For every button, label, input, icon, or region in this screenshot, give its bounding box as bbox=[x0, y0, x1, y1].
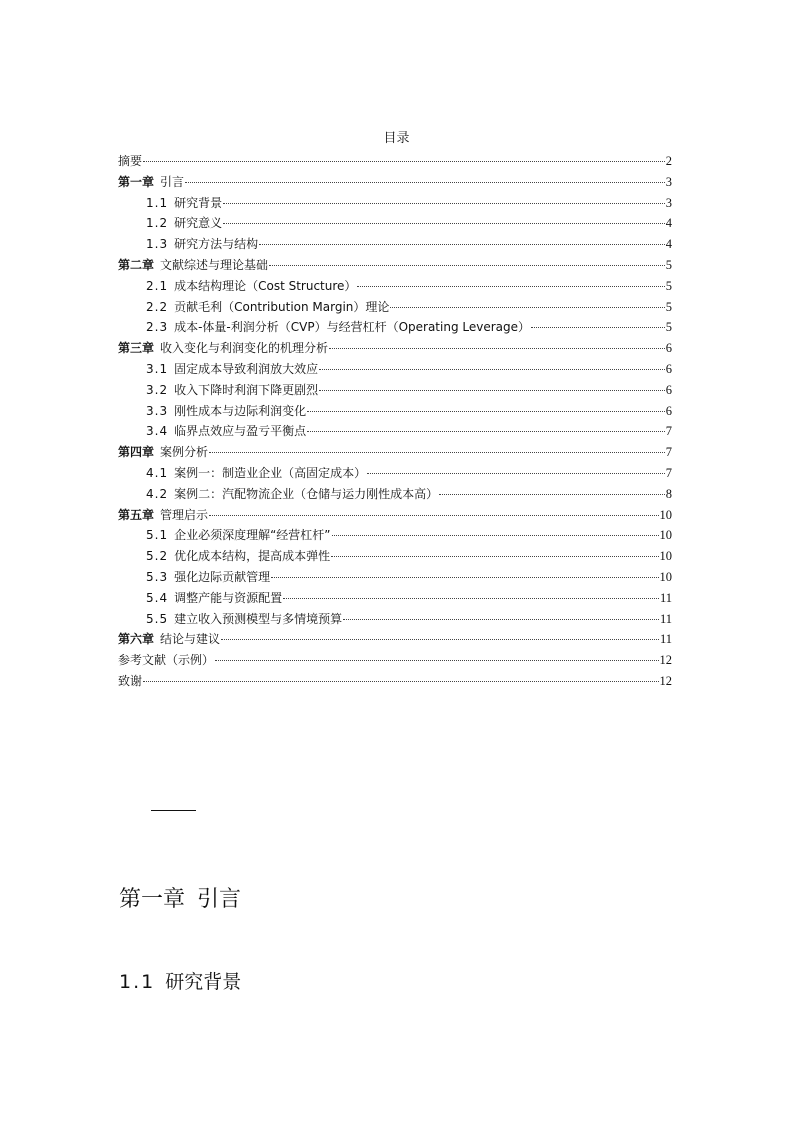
toc-page-number: 4 bbox=[665, 237, 672, 252]
toc-page-number: 6 bbox=[665, 361, 672, 376]
toc-entry-chapter-1[interactable] bbox=[118, 172, 672, 193]
dot-leader bbox=[215, 659, 658, 661]
toc-entry-label: 收入变化与利润变化的机理分析 bbox=[160, 341, 329, 356]
toc-section-number: 1.1 bbox=[146, 195, 169, 210]
toc-entry-label: 参考文献（示例） bbox=[118, 653, 215, 668]
section-heading bbox=[119, 967, 241, 997]
dot-leader bbox=[269, 264, 665, 266]
toc-page-number: 5 bbox=[665, 278, 672, 293]
dot-leader bbox=[271, 576, 658, 578]
toc-section-number: 1.3 bbox=[146, 237, 169, 252]
dot-leader bbox=[319, 389, 665, 391]
dot-leader bbox=[357, 285, 664, 287]
dot-leader bbox=[143, 680, 658, 682]
toc-entry-label: 收入下降时利润下降更剧烈 bbox=[174, 382, 319, 397]
toc-page-number: 7 bbox=[665, 465, 672, 480]
toc-page-number: 10 bbox=[659, 549, 672, 564]
toc-page-number: 4 bbox=[665, 216, 672, 231]
toc-entry-chapter-3[interactable] bbox=[118, 338, 672, 359]
toc-entry-label: 文献综述与理论基础 bbox=[160, 257, 269, 272]
toc-page-number: 11 bbox=[659, 590, 672, 605]
toc-entry-label: 研究背景 bbox=[174, 195, 223, 210]
toc-entry-label: 引言 bbox=[160, 174, 185, 189]
toc-page-number: 12 bbox=[659, 673, 672, 688]
toc-chapter-number: 第三章 bbox=[118, 341, 155, 356]
toc-section-number: 5.1 bbox=[146, 528, 169, 543]
toc-entry-section-2-2[interactable] bbox=[118, 297, 672, 318]
toc-page-number: 5 bbox=[665, 257, 672, 272]
dot-leader bbox=[343, 618, 659, 620]
dot-leader bbox=[531, 326, 665, 328]
toc-section-number: 2.3 bbox=[146, 320, 169, 335]
toc-entry-label: 调整产能与资源配置 bbox=[174, 590, 283, 605]
dot-leader bbox=[185, 181, 665, 183]
toc-page-number: 10 bbox=[659, 507, 672, 522]
toc-entry-label: 摘要 bbox=[118, 154, 143, 168]
toc-section-number: 4.2 bbox=[146, 486, 169, 501]
toc-page-number: 10 bbox=[659, 528, 672, 543]
chapter-title: 引言 bbox=[197, 887, 242, 912]
toc-title: 目录 bbox=[383, 131, 410, 146]
toc-entry-label: 成本结构理论（Cost Structure） bbox=[174, 278, 357, 293]
toc-page-number: 6 bbox=[665, 382, 672, 397]
toc-entry-label: 案例分析 bbox=[160, 445, 209, 460]
dot-leader bbox=[223, 222, 665, 224]
toc-page-number: 5 bbox=[665, 299, 672, 314]
table-of-contents bbox=[118, 151, 672, 692]
toc-entry-section-1-2[interactable] bbox=[118, 213, 672, 234]
dot-leader bbox=[209, 451, 665, 453]
toc-chapter-number: 第五章 bbox=[118, 507, 155, 522]
toc-page-number: 11 bbox=[659, 611, 672, 626]
toc-entry-section-5-2[interactable] bbox=[118, 546, 672, 567]
toc-entry-label: 固定成本导致利润放大效应 bbox=[174, 361, 319, 376]
toc-entry-section-3-1[interactable] bbox=[118, 359, 672, 380]
toc-entry-section-5-3[interactable] bbox=[118, 567, 672, 588]
dot-leader bbox=[332, 534, 659, 536]
toc-section-number: 4.1 bbox=[146, 465, 169, 480]
toc-section-number: 3.1 bbox=[146, 361, 169, 376]
toc-chapter-number: 第二章 bbox=[118, 257, 155, 272]
toc-entry-label: 建立收入预测模型与多情境预算 bbox=[174, 611, 343, 626]
toc-page-number: 3 bbox=[665, 174, 672, 189]
dot-leader bbox=[221, 638, 659, 640]
toc-page-number: 7 bbox=[665, 445, 672, 460]
toc-chapter-number: 第四章 bbox=[118, 445, 155, 460]
dot-leader bbox=[283, 597, 659, 599]
toc-page-number: 5 bbox=[665, 320, 672, 335]
toc-entry-label: 优化成本结构，提高成本弹性 bbox=[174, 549, 331, 564]
toc-entry-section-5-5[interactable] bbox=[118, 609, 672, 630]
dot-leader bbox=[439, 493, 665, 495]
toc-entry-chapter-4[interactable] bbox=[118, 442, 672, 463]
toc-entry-label: 强化边际贡献管理 bbox=[174, 569, 271, 584]
toc-entry-label: 贡献毛利（Contribution Margin）理论 bbox=[174, 299, 390, 314]
toc-page-number: 11 bbox=[659, 632, 672, 647]
toc-entry-label: 企业必须深度理解“经营杠杆” bbox=[174, 528, 331, 543]
toc-entry-section-3-2[interactable] bbox=[118, 380, 672, 401]
toc-entry-label: 案例一：制造业企业（高固定成本） bbox=[174, 465, 367, 480]
section-title: 研究背景 bbox=[165, 971, 242, 993]
toc-page-number: 6 bbox=[665, 403, 672, 418]
dot-leader bbox=[143, 160, 665, 162]
toc-entry-section-5-1[interactable] bbox=[118, 525, 672, 546]
toc-entry-label: 管理启示 bbox=[160, 507, 209, 522]
toc-section-number: 5.5 bbox=[146, 611, 169, 626]
toc-page-number: 12 bbox=[659, 653, 672, 668]
toc-entry-abstract[interactable] bbox=[118, 151, 672, 172]
toc-page-number: 7 bbox=[665, 424, 672, 439]
dot-leader bbox=[390, 306, 664, 308]
toc-section-number: 5.4 bbox=[146, 590, 169, 605]
dot-leader bbox=[259, 243, 665, 245]
toc-section-number: 5.2 bbox=[146, 549, 169, 564]
toc-chapter-number: 第一章 bbox=[118, 174, 155, 189]
toc-entry-acknowledgements[interactable] bbox=[118, 671, 672, 692]
toc-page-number: 3 bbox=[665, 195, 672, 210]
dot-leader bbox=[367, 472, 665, 474]
toc-entry-label: 刚性成本与边际利润变化 bbox=[174, 403, 307, 418]
separator-rule bbox=[151, 810, 196, 811]
toc-section-number: 3.2 bbox=[146, 382, 169, 397]
toc-entry-label: 结论与建议 bbox=[160, 632, 221, 647]
toc-section-number: 3.4 bbox=[146, 424, 169, 439]
chapter-heading bbox=[119, 884, 241, 916]
toc-section-number: 5.3 bbox=[146, 569, 169, 584]
toc-entry-label: 研究方法与结构 bbox=[174, 237, 259, 252]
toc-page-number: 10 bbox=[659, 569, 672, 584]
toc-entry-section-1-1[interactable] bbox=[118, 193, 672, 214]
dot-leader bbox=[319, 368, 665, 370]
dot-leader bbox=[307, 410, 665, 412]
toc-entry-chapter-6[interactable] bbox=[118, 629, 672, 650]
toc-entry-label: 致谢 bbox=[118, 673, 143, 688]
toc-page-number: 8 bbox=[665, 486, 672, 501]
toc-entry-label: 临界点效应与盈亏平衡点 bbox=[174, 424, 307, 439]
dot-leader bbox=[223, 202, 665, 204]
dot-leader bbox=[331, 555, 658, 557]
toc-entry-section-2-3[interactable] bbox=[118, 317, 672, 338]
toc-entry-section-4-1[interactable] bbox=[118, 463, 672, 484]
dot-leader bbox=[209, 514, 658, 516]
toc-page-number: 2 bbox=[665, 154, 672, 168]
toc-section-number: 1.2 bbox=[146, 216, 169, 231]
toc-entry-references[interactable] bbox=[118, 650, 672, 671]
toc-entry-label: 成本-体量-利润分析（CVP）与经营杠杆（Operating Leverage） bbox=[174, 320, 531, 335]
chapter-number: 第一章 bbox=[119, 887, 186, 912]
toc-entry-section-2-1[interactable] bbox=[118, 276, 672, 297]
toc-entry-chapter-5[interactable] bbox=[118, 505, 672, 526]
toc-entry-section-1-3[interactable] bbox=[118, 234, 672, 255]
toc-section-number: 2.1 bbox=[146, 278, 169, 293]
toc-entry-label: 案例二：汽配物流企业（仓储与运力刚性成本高） bbox=[174, 486, 439, 501]
dot-leader bbox=[307, 430, 665, 432]
toc-entry-chapter-2[interactable] bbox=[118, 255, 672, 276]
toc-section-number: 3.3 bbox=[146, 403, 169, 418]
toc-entry-label: 研究意义 bbox=[174, 216, 223, 231]
toc-page-number: 6 bbox=[665, 341, 672, 356]
toc-entry-section-4-2[interactable] bbox=[118, 484, 672, 505]
toc-entry-section-3-3[interactable] bbox=[118, 401, 672, 422]
section-number: 1.1 bbox=[119, 971, 156, 993]
toc-entry-section-3-4[interactable] bbox=[118, 421, 672, 442]
toc-section-number: 2.2 bbox=[146, 299, 169, 314]
toc-chapter-number: 第六章 bbox=[118, 632, 155, 647]
toc-entry-section-5-4[interactable] bbox=[118, 588, 672, 609]
dot-leader bbox=[329, 347, 665, 349]
